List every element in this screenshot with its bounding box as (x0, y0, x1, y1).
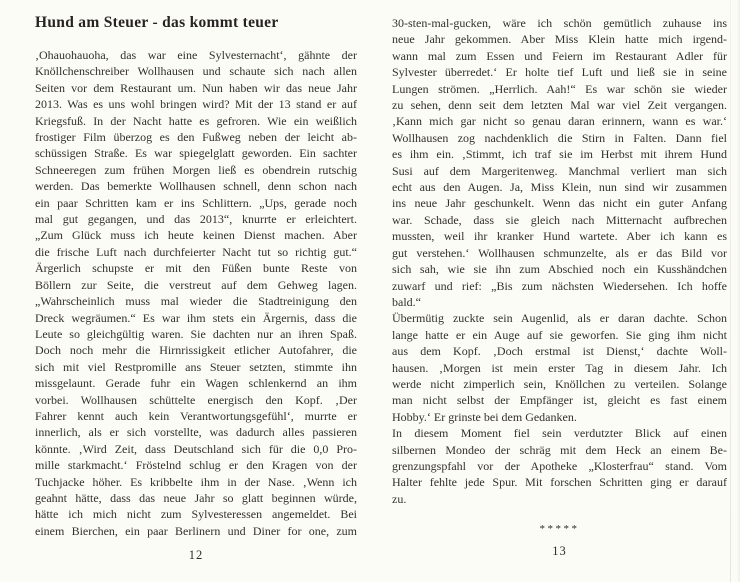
text-line: es ihm ein. ‚Stimmt, ich traf sie im Herbst mit ihrem Hund (392, 147, 727, 162)
text-line: mille starkmacht.‘ Fröstelnd schlug er den Kragen von der (35, 458, 357, 473)
text-line: „Zum Glück muss ich heute keinen Dienst machen. Aber (35, 228, 357, 243)
text-line: In diesem Moment fiel sein verdutzter Blick auf einen (392, 426, 727, 441)
text-line: Knöllchenschreiber Wollhausen und schaute sich nach allen (35, 64, 357, 79)
text-line: geahnt hätte, dass das neue Jahr so glatt beginnen würde, (35, 490, 357, 505)
text-line: ins neue Jahr geschunkelt. Wenn das nicht ein guter Anfang (392, 196, 727, 211)
text-line: Halter fehlte jede Spur. Mit forschen Schritten ging er darauf (392, 475, 727, 490)
text-line: Böllern zur Seite, die verstreut auf dem Gehweg lagen. (35, 277, 357, 292)
text-line: lange hatte er ein Auge auf sie geworfen. Sie ging ihm nicht (392, 327, 727, 342)
text-line: grenzungspfahl vor der Apotheke „Klosterfrau“ stand. Vom (392, 458, 727, 473)
paragraph (392, 425, 727, 507)
text-line: frostiger Film überzog es den Fußweg neben der leicht ab- (35, 130, 357, 145)
text-line: wann mal zum Essen und Feiern im Restaurant Adler für (392, 48, 727, 63)
text-line: sich mit viel Restpromille ans Steuer setzten, stimmte ihn (35, 359, 357, 374)
text-line: Sylvester überredet.‘ Er holte tief Luft und ließ sie in seine (392, 65, 727, 80)
text-line: vorbei. Wollhausen schüttelte energisch den Kopf. ‚Der (35, 392, 357, 407)
page-number-right: 13 (552, 544, 567, 559)
text-line: 2013. Was es uns wohl bringen wird? Mit der 13 stand er auf (35, 97, 357, 112)
text-line: Übermütig zuckte sein Augenlid, als er daran dachte. Schon (392, 311, 727, 326)
text-line: missgelaunt. Gerade fuhr ein Wagen schlenkernd an ihm (35, 376, 357, 391)
section-separator: ***** (539, 523, 580, 536)
text-line: einem Bierchen, ein paar Berlinern und Diner for one, zum (35, 523, 357, 538)
text-line: Dreck wegräumen.“ Es war ihm stets ein Ärgernis, dass die (35, 310, 357, 325)
text-line: echt aus den Augen. Ja, Miss Klein, nun sind wir zusammen (392, 180, 727, 195)
text-line: Fahrer kennt auch kein Verantwortungsgefühl‘, murrte er (35, 408, 357, 423)
text-line: war. Schade, dass sie gleich nach Mitternacht aufbrechen (392, 212, 727, 227)
text-line: mal gut gegangen, und das 2013“, knurrte er erleichtert. (35, 212, 357, 227)
text-line: man nicht selbst der Empfänger ist, gleicht es fast einem (392, 393, 727, 408)
text-line: schüssigen Straße. Es war spiegelglatt geworden. Ein sachter (35, 146, 357, 161)
right-page-text (392, 15, 727, 507)
scan-page-edge (730, 0, 731, 582)
text-line: Leute so gleichgültig waren. Sie dachten nur an ihren Spaß. (35, 326, 357, 341)
right-page (392, 0, 727, 559)
text-line: Susi auf dem Margeritenweg. Manchmal verliert man sich (392, 163, 727, 178)
text-line: ein paar Schritten kam er ins Schlittern. „Ups, gerade noch (35, 195, 357, 210)
text-line: Ärgerlich schupste er mit den Füßen bunte Reste von (35, 261, 357, 276)
text-line: 30-sten-mal-gucken, wäre ich schön gemütlich zuhause ins (392, 16, 727, 30)
text-line: werden. Das bemerkte Wollhausen schnell, denn schon nach (35, 179, 357, 194)
text-line: Wollhausen zog nachdenklich die Stirn in Falten. Dann fiel (392, 130, 727, 145)
text-line: könnte. ‚Wird Zeit, dass Deutschland sich für die 0,0 Pro- (35, 441, 357, 456)
left-page-text (35, 47, 357, 539)
text-line: zu sehen, denn seit dem letzten Mal war viel Zeit vergangen. (392, 98, 727, 113)
text-line: silbernen Mondeo der schräg mit dem Heck an einem Be- (392, 442, 727, 457)
paragraph (35, 47, 357, 539)
text-line: die frische Luft nach durchfeierter Nacht tut so richtig gut.“ (35, 244, 357, 259)
text-line: bald.“ (392, 294, 421, 309)
paragraph (392, 15, 727, 310)
text-line: Tuchjacke höher. Es kribbelte ihm in der Nase. ‚Wenn ich (35, 474, 357, 489)
text-line: Schneeregen zum frühen Morgen ließ es obendrein rutschig (35, 162, 357, 177)
text-line: hätte ich mich nicht zum Sylvesteressen angemeldet. Bei (35, 507, 357, 522)
text-line: Kriegsfuß. In der Nacht hatte es gefroren. Wie ein weißlich (35, 113, 357, 128)
text-line: neue Jahr gekommen. Aber Miss Klein hatte mich irgend- (392, 32, 727, 47)
text-line: Lungen strömen. „Herrlich. Aah!“ Es war schön sie wieder (392, 81, 727, 96)
text-line: mussten, weil ihr kranker Hund wartete. Aber ich kann es (392, 229, 727, 244)
text-line: zuwarf und rief: „Bis zum nächsten Wiedersehen. Ich hoffe (392, 278, 727, 293)
text-line: innerlich, als er sich vorstellte, was dadurch alles passieren (35, 425, 357, 440)
text-line: sich sah, wie sie ihn zum Abschied noch ein Kusshändchen (392, 262, 727, 277)
text-line: Hobby.‘ Er grinste bei dem Gedanken. (392, 409, 577, 424)
text-line: aus dem Kopf. ‚Doch erstmal ist Dienst,‘ dachte Woll- (392, 344, 727, 359)
text-line: gut verstehen.‘ Wollhausen schmunzelte, als er das Bild vor (392, 245, 727, 260)
text-line: hausen. ‚Morgen ist mein erster Tag in diesem Jahr. Ich (392, 360, 727, 375)
paragraph (392, 310, 727, 425)
text-line: ‚Ohauohauoha, das war eine Sylvesternacht‘, gähnte der (35, 48, 357, 62)
chapter-title: Hund am Steuer - das kommt teuer (35, 14, 279, 31)
left-page (35, 0, 357, 563)
text-line: ‚Kann mich gar nicht so genau daran erinnern, wann es war.‘ (392, 114, 727, 129)
text-line: „Wahrscheinlich muss mal wieder die Stadtreinigung den (35, 294, 357, 309)
text-line: werde nicht zimperlich sein, Knöllchen zu verteilen. Solange (392, 376, 727, 391)
page-number-left: 12 (188, 548, 204, 563)
text-line: Seiten vor dem Restaurant um. Nun haben wir das neue Jahr (35, 80, 357, 95)
text-line: Doch noch mehr die Hirnrissigkeit etlicher Autofahrer, die (35, 343, 357, 358)
text-line: zu. (392, 491, 407, 506)
